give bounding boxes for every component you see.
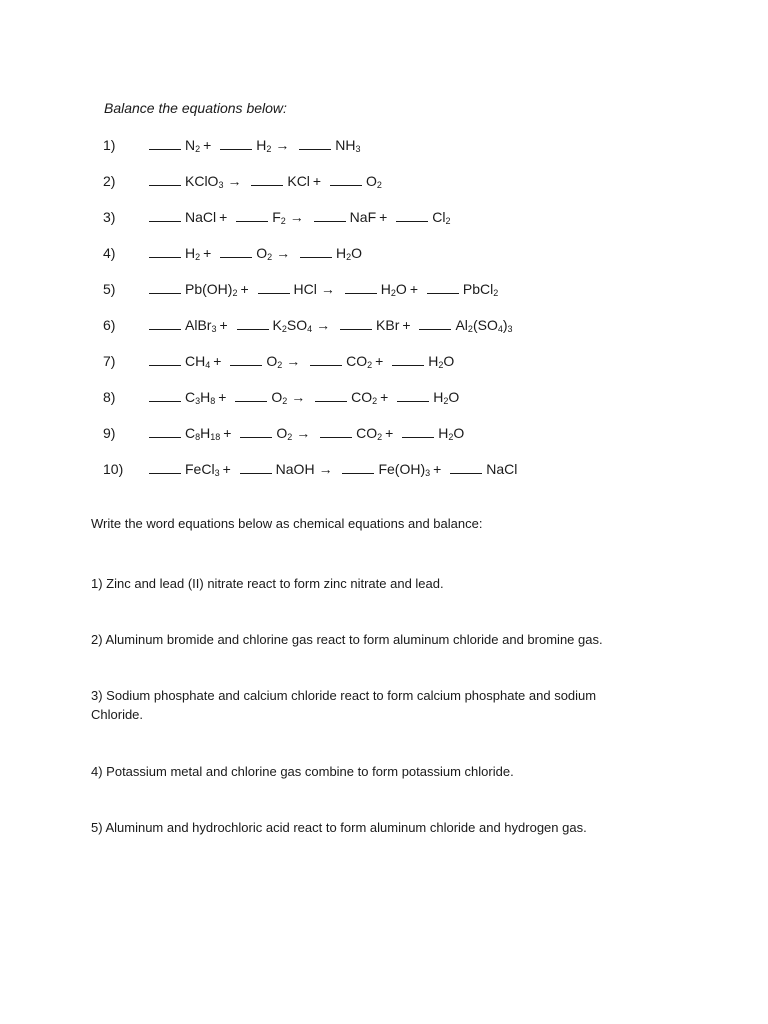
equation-body: KClO$_3$ → KCl + $O_2$	[149, 172, 382, 190]
equation-body: AlBr$_3$ + $K_2SO_4$ → KBr + $Al_2(SO_4)_3$	[149, 316, 513, 334]
coefficient-blank[interactable]	[419, 317, 451, 330]
coefficient-blank[interactable]	[149, 353, 181, 366]
equation-list	[103, 136, 663, 496]
coefficient-blank[interactable]	[299, 137, 331, 150]
coefficient-blank[interactable]	[320, 425, 352, 438]
coefficient-blank[interactable]	[149, 173, 181, 186]
coefficient-blank[interactable]	[258, 281, 290, 294]
coefficient-blank[interactable]	[427, 281, 459, 294]
coefficient-blank[interactable]	[149, 209, 181, 222]
coefficient-blank[interactable]	[220, 137, 252, 150]
coefficient-blank[interactable]	[220, 245, 252, 258]
equation-row-9	[103, 424, 663, 460]
arrow-icon: →	[227, 173, 242, 189]
coefficient-blank[interactable]	[315, 389, 347, 402]
equation-number: 7)	[103, 353, 116, 369]
coefficient-blank[interactable]	[240, 461, 272, 474]
arrow-icon: →	[286, 353, 301, 369]
coefficient-blank[interactable]	[342, 461, 374, 474]
coefficient-blank[interactable]	[314, 209, 346, 222]
coefficient-blank[interactable]	[149, 317, 181, 330]
arrow-icon: →	[289, 209, 304, 225]
coefficient-blank[interactable]	[340, 317, 372, 330]
arrow-icon: →	[316, 317, 331, 333]
word-equation-3: 3) Sodium phosphate and calcium chloride react to form calcium phosphate and sodium Chloride.	[91, 688, 597, 722]
equation-number: 1)	[103, 137, 116, 153]
equation-body: NaCl + $F_2$ → NaF + $Cl_2$	[149, 208, 450, 226]
coefficient-blank[interactable]	[396, 209, 428, 222]
equation-number: 5)	[103, 281, 116, 297]
equation-body: $Pb(OH)_2$ + HCl → $H_2O$ + PbCl$_2$	[149, 280, 498, 298]
coefficient-blank[interactable]	[392, 353, 424, 366]
coefficient-blank[interactable]	[237, 317, 269, 330]
coefficient-blank[interactable]	[235, 389, 267, 402]
equation-row-2	[103, 172, 663, 208]
coefficient-blank[interactable]	[450, 461, 482, 474]
coefficient-blank[interactable]	[251, 173, 283, 186]
section2-heading: Write the word equations below as chemical equations and balance:	[91, 516, 483, 531]
coefficient-blank[interactable]	[230, 353, 262, 366]
coefficient-blank[interactable]	[149, 281, 181, 294]
coefficient-blank[interactable]	[149, 137, 181, 150]
equation-row-10	[103, 460, 663, 496]
equation-number: 4)	[103, 245, 116, 261]
coefficient-blank[interactable]	[345, 281, 377, 294]
coefficient-blank[interactable]	[149, 245, 181, 258]
coefficient-blank[interactable]	[402, 425, 434, 438]
coefficient-blank[interactable]	[149, 389, 181, 402]
word-equation-4: 4) Potassium metal and chlorine gas combine to form potassium chloride.	[91, 764, 514, 779]
coefficient-blank[interactable]	[236, 209, 268, 222]
coefficient-blank[interactable]	[149, 425, 181, 438]
equation-row-3	[103, 208, 663, 244]
equation-body: $CH_4 + O_2 \to CO_2 + H_2O$	[149, 352, 454, 370]
equation-number: 8)	[103, 389, 116, 405]
equation-body: $H_2 + O_2 \to H_2O$	[149, 244, 362, 262]
arrow-icon: →	[320, 281, 335, 297]
word-equation-5: 5) Aluminum and hydrochloric acid react to form aluminum chloride and hydrogen gas.	[91, 820, 587, 835]
coefficient-blank[interactable]	[240, 425, 272, 438]
coefficient-blank[interactable]	[149, 461, 181, 474]
equation-number: 2)	[103, 173, 116, 189]
word-equation-2: 2) Aluminum bromide and chlorine gas react to form aluminum chloride and bromine gas.	[91, 632, 603, 647]
coefficient-blank[interactable]	[330, 173, 362, 186]
arrow-icon: →	[275, 137, 290, 153]
equation-body: $N_2 + H_2 \to NH_3$	[149, 136, 361, 154]
equation-number: 10)	[103, 461, 124, 477]
equation-body: FeCl$_3$ + NaOH → $Fe(OH)_3$ + NaCl	[149, 460, 517, 478]
equation-number: 6)	[103, 317, 116, 333]
equation-row-7	[103, 352, 663, 388]
section1-heading: Balance the equations below:	[104, 100, 287, 116]
equation-body: $C_3H_8 + O_2 \to CO_2 + H_2O$	[149, 388, 459, 406]
equation-number: 3)	[103, 209, 116, 225]
coefficient-blank[interactable]	[300, 245, 332, 258]
equation-row-1	[103, 136, 663, 172]
arrow-icon: →	[296, 425, 311, 441]
equation-row-5	[103, 280, 663, 316]
arrow-icon: →	[318, 461, 333, 477]
word-equation-1: 1) Zinc and lead (II) nitrate react to form zinc nitrate and lead.	[91, 576, 444, 591]
equation-body: $C_8H_{18} + O_2 \to CO_2 + H_2O$	[149, 424, 464, 442]
arrow-icon: →	[276, 245, 291, 261]
equation-number: 9)	[103, 425, 116, 441]
equation-row-4	[103, 244, 663, 280]
coefficient-blank[interactable]	[310, 353, 342, 366]
arrow-icon: →	[291, 389, 306, 405]
coefficient-blank[interactable]	[397, 389, 429, 402]
equation-row-8	[103, 388, 663, 424]
equation-row-6	[103, 316, 663, 352]
